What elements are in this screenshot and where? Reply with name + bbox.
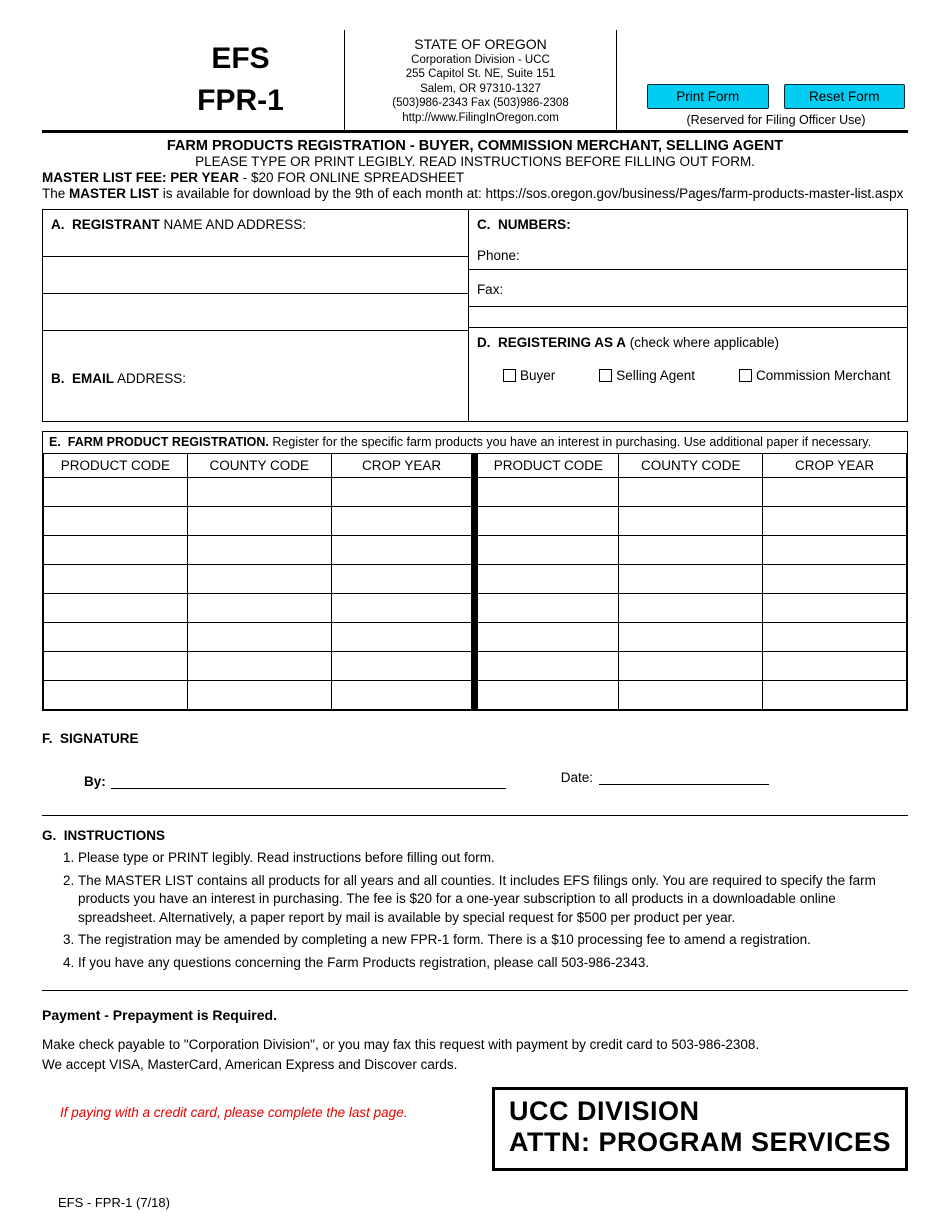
payment-instructions [42,1035,908,1075]
product-table-cell[interactable] [44,623,188,652]
product-table-cell[interactable] [331,507,475,536]
registrant-numbers-box [42,209,908,422]
column-header-product-code-left: PRODUCT CODE [44,454,188,478]
product-table-cell[interactable] [44,652,188,681]
registrant-column [43,210,469,421]
form-title: FARM PRODUCTS REGISTRATION - BUYER, COMMISSION MERCHANT, SELLING AGENT [166,138,784,154]
section-d-label-bold: D. REGISTERING AS A [476,335,626,350]
payment-heading: Payment - Prepayment is Required. [42,1007,277,1023]
product-table-cell[interactable] [44,478,188,507]
form-code-line2: FPR-1 [197,84,284,117]
phone-label: Phone: [476,248,520,263]
filing-officer-area [617,30,908,130]
payment-line2: We accept VISA, MasterCard, American Express and Discover cards. [42,1057,458,1072]
product-table-cell[interactable] [475,652,619,681]
product-table-cell[interactable] [44,565,188,594]
product-table-cell[interactable] [331,681,475,710]
product-table-body [44,478,907,710]
product-table-row [44,507,907,536]
mailing-address-line1: UCC DIVISION [508,1096,700,1126]
divider-above-instructions [42,815,908,816]
product-table-cell[interactable] [763,565,907,594]
form-id-footer: EFS - FPR-1 (7/18) [58,1195,170,1210]
instruction-item-1: 1. Please type or PRINT legibly. Read instructions before filling out form. [78,849,908,868]
column-header-product-code-right: PRODUCT CODE [475,454,619,478]
instructions-list [42,849,908,972]
fax-field[interactable] [469,270,907,307]
commission-merchant-checkbox[interactable] [739,369,752,382]
product-table-cell[interactable] [331,594,475,623]
product-table-row [44,565,907,594]
product-table-cell[interactable] [331,536,475,565]
section-b-label [43,371,468,386]
buyer-label: Buyer [519,368,556,383]
registrant-name-line[interactable] [43,238,468,257]
product-table-cell[interactable] [619,478,763,507]
email-input-area[interactable] [43,386,468,421]
commission-merchant-option[interactable] [739,368,890,383]
fee-label-bold: MASTER LIST FEE: PER YEAR [42,170,240,185]
product-table-row [44,652,907,681]
product-table-cell[interactable] [619,652,763,681]
product-table-cell[interactable] [763,507,907,536]
buyer-option[interactable] [503,368,555,383]
column-header-county-code-left: COUNTY CODE [187,454,331,478]
form-subtitle: PLEASE TYPE OR PRINT LEGIBLY. READ INSTRUCTIONS BEFORE FILLING OUT FORM. [195,154,755,169]
product-table-row [44,536,907,565]
form-code [42,30,345,130]
agency-website: http://www.FilingInOregon.com [402,111,559,124]
commission-merchant-label: Commission Merchant [756,368,891,383]
section-e-label-bold: E. FARM PRODUCT REGISTRATION. [49,435,269,449]
product-table-cell[interactable] [475,681,619,710]
agency-city: Salem, OR 97310-1327 [420,82,541,95]
agency-name: STATE OF OREGON [414,36,547,52]
product-table-cell[interactable] [475,565,619,594]
form-code-line1: EFS [211,42,270,75]
form-buttons-row [647,84,905,109]
spacer [469,307,907,327]
section-f-label: F. SIGNATURE [42,731,139,746]
product-table-cell[interactable] [44,681,188,710]
product-table-cell[interactable] [763,652,907,681]
credit-card-note: If paying with a credit card, please complete the last page. [60,1105,408,1120]
product-table-cell[interactable] [187,507,331,536]
product-table-cell[interactable] [763,478,907,507]
product-table-cell[interactable] [187,478,331,507]
section-b-label-rest: ADDRESS: [114,371,187,386]
agency-street: 255 Capitol St. NE, Suite 151 [405,68,556,80]
reserved-note: (Reserved for Filing Officer Use) [686,113,866,127]
mailing-address-line2: ATTN: PROGRAM SERVICES [508,1127,891,1157]
section-a-label [43,210,468,238]
product-table-cell[interactable] [619,565,763,594]
agency-division: Corporation Division - UCC [411,53,550,66]
product-table-cell[interactable] [331,623,475,652]
product-table-cell[interactable] [187,565,331,594]
selling-agent-option[interactable] [599,368,695,383]
payment-line1: Make check payable to "Corporation Division", or you may fax this request with payment by credit card to 503-986-2308. [42,1037,760,1052]
column-header-crop-year-right: CROP YEAR [763,454,907,478]
form-header [42,30,908,133]
product-table-cell[interactable] [331,565,475,594]
signature-line[interactable] [111,772,506,789]
date-line[interactable] [599,770,769,785]
section-e-label-rest: Register for the specific farm products you have an interest in purchasing. Use additional paper if necessary. [268,435,872,449]
product-table-cell[interactable] [187,536,331,565]
registering-as-section [469,327,907,421]
product-table-cell[interactable] [187,652,331,681]
print-form-button[interactable]: Print Form [647,84,769,109]
product-table-cell[interactable] [331,652,475,681]
fax-label: Fax: [476,282,504,297]
master-bold: MASTER LIST [69,186,160,201]
product-table-cell[interactable] [44,536,188,565]
product-table-cell[interactable] [619,623,763,652]
product-table-cell[interactable] [475,478,619,507]
product-table-row [44,681,907,710]
product-table-cell[interactable] [619,594,763,623]
product-table-header-row [44,454,907,478]
instruction-item-3: 3. The registration may be amended by completing a new FPR-1 form. There is a $10 processing fee to amend a registration. [78,931,908,950]
product-table-cell[interactable] [331,478,475,507]
registrant-address-line1[interactable] [43,257,468,294]
product-table-row [44,623,907,652]
agency-address-block [345,30,617,130]
instruction-item-2: 2. The MASTER LIST contains all products for all years and all counties. It includes EFS filings only. You are required to specify the farm products you have an interest in purchasing. The fee is $20 for a one-year subscription to all products in a downloadable online spreadsheet. Alternatively, a paper report by mail is available by special request for $500 per product per year. [78,872,908,928]
product-table-cell[interactable] [187,594,331,623]
product-table-cell[interactable] [763,681,907,710]
agency-phone-fax: (503)986-2343 Fax (503)986-2308 [392,97,569,109]
master-pre: The [42,186,70,201]
product-table [43,453,907,710]
mailing-address-box [492,1087,908,1171]
divider-above-payment [42,990,908,991]
product-table-cell[interactable] [619,536,763,565]
numbers-column [469,210,907,421]
master-list-availability-line [42,185,908,203]
product-table-cell[interactable] [475,536,619,565]
section-e-label [43,432,907,453]
instruction-item-4: 4. If you have any questions concerning the Farm Products registration, please call 503-986-2343. [78,954,908,973]
product-table-cell[interactable] [763,536,907,565]
product-table-cell[interactable] [187,623,331,652]
product-table-cell[interactable] [44,507,188,536]
column-header-county-code-right: COUNTY CODE [619,454,763,478]
section-a-label-rest: NAME AND ADDRESS: [159,217,307,232]
product-table-cell[interactable] [763,623,907,652]
master-list-fee-line [42,170,908,185]
master-rest: is available for download by the 9th of each month at: https://sos.oregon.gov/business/Pages/farm-products-master-list.aspx [159,186,904,201]
product-table-cell[interactable] [187,681,331,710]
product-table-cell[interactable] [619,681,763,710]
signature-row [42,770,908,789]
date-label: Date: [560,770,594,785]
fee-label-rest: - $20 FOR ONLINE SPREADSHEET [239,170,465,185]
product-table-cell[interactable] [619,507,763,536]
registering-as-options [503,368,907,383]
product-table-row [44,478,907,507]
product-table-cell[interactable] [763,594,907,623]
phone-field[interactable] [469,242,907,270]
selling-agent-label: Selling Agent [616,368,696,383]
section-c-label: C. NUMBERS: [476,217,571,232]
buyer-checkbox[interactable] [503,369,516,382]
section-b-label-bold: B. EMAIL [51,371,114,386]
by-label: By: [84,774,106,789]
section-a-label-bold: A. REGISTRANT [51,217,160,232]
product-table-cell[interactable] [475,507,619,536]
registrant-address-line2[interactable] [43,294,468,331]
product-table-cell[interactable] [475,594,619,623]
section-g-label: G. INSTRUCTIONS [42,828,166,843]
selling-agent-checkbox[interactable] [599,369,612,382]
product-table-row [44,594,907,623]
section-d-label-rest: (check where applicable) [625,335,780,350]
column-header-crop-year-left: CROP YEAR [331,454,475,478]
product-table-cell[interactable] [475,623,619,652]
section-d-label [469,328,907,350]
product-table-cell[interactable] [44,594,188,623]
reset-form-button[interactable]: Reset Form [784,84,906,109]
note-and-mailbox-row [42,1087,908,1171]
farm-product-registration-section [42,431,908,711]
